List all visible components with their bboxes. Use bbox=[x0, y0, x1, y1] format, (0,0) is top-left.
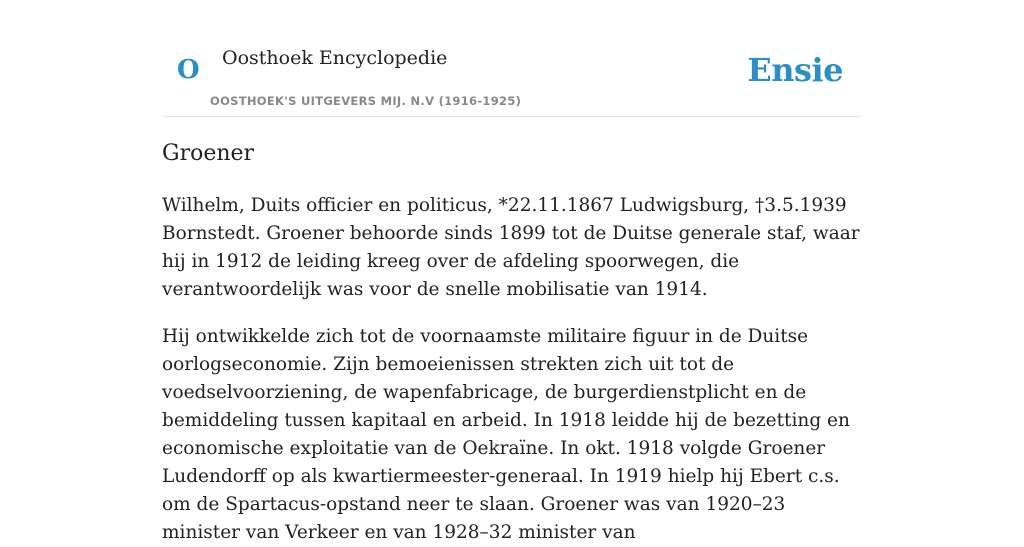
site-header bbox=[162, 0, 862, 117]
publisher-subtitle: OOSTHOEK'S UITGEVERS MIJ. N.V (1916-1925) bbox=[210, 94, 522, 108]
article bbox=[162, 136, 862, 547]
article-paragraph: Wilhelm, Duits officier en politicus, *22.11.1867 Ludwigsburg, †3.5.1939 Bornstedt. Groener behoorde sinds 1899 tot de Duitse generale staf, waar hij in 1912 de leiding kreeg over de afdeling spoorwegen, die verantwoordelijk was voor de snelle mobilisatie van 1914. bbox=[162, 195, 860, 300]
article-body bbox=[162, 192, 862, 547]
ensie-home-link[interactable]: Ensie bbox=[747, 51, 843, 89]
logo-icon[interactable]: O bbox=[177, 55, 200, 85]
encyclopedia-title[interactable]: Oosthoek Encyclopedie bbox=[222, 47, 448, 69]
article-title: Groener bbox=[162, 141, 255, 166]
article-paragraph: Hij ontwikkelde zich tot de voornaamste militaire figuur in de Duitse oorlogseconomie. Zijn bemoeienissen strekten zich uit tot de voedselvoorziening, de wapenfabricage, de burgerdienstplicht en de bemiddeling tussen kapitaal en arbeid. In 1918 leidde hij de bezetting en economische exploitatie van de Oekraïne. In okt. 1918 volgde Groener Ludendorff op als kwartiermeester-generaal. In 1919 hielp hij Ebert c.s. om de Spartacus-opstand neer te slaan. Groener was van 1920–23 minister van Verkeer en van 1928–32 minister van bbox=[162, 326, 850, 543]
